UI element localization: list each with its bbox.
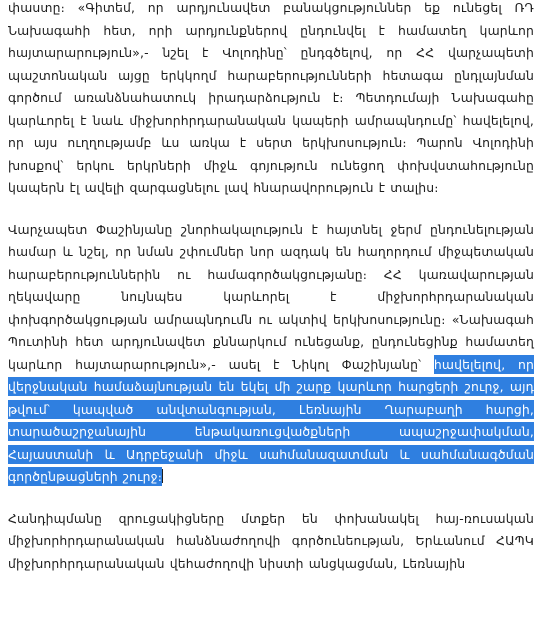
selected-text-highlight[interactable]: հավելելով, որ վերջնական համաձայնության են եկել մի շարք կարևոր հարցերի շուրջ, այդ թվում՝ կապված անվտանգության, Լեռնային Ղարաբաղի հարցի, տարածաշրջանային ենթակառուցվածքների ապաշրջափակման, Հայաստանի և Ադրբեջանի միջև սահմանազատման և սահմանագծման գործընթացների շուրջ։ (8, 356, 534, 484)
article-body (8, 0, 534, 575)
paragraph-3-text: Հանդիպմանը զրուցակիցները մտքեր են փոխանակել հայ-ռուսական միջխորհրդարանական հանձնաժողովի գործունեության, Երևանում ՀԱՊԿ միջխորհրդարանական վեհաժողովի նիստի անցկացման, Լեռնային (8, 510, 534, 571)
paragraph-2 (8, 219, 534, 489)
paragraph-3 (8, 508, 534, 576)
paragraph-1 (8, 0, 534, 200)
text-cursor (162, 469, 163, 483)
paragraph-1-text: փաստը։ «Գիտեմ, որ արդյունավետ բանակցություններ եք ունեցել ՌԴ Նախագահի հետ, որի արդյունքներով ընդունվել է համատեղ կարևոր հայտարարություն»,- նշել է Վոլոդինը՝ ընդգծելով, որ ՀՀ վարչապետի պաշտոնական այցը երկկողմ հարաբերությունների հետագա ընդլայնման գործում առանձնահատուկ իրադարձություն է։ Պետդումայի Նախագահը կարևորել է նաև միջխորհրդարանական կապերի ամրապնդումը՝ հավելելով, որ այս ուղղությամբ ևս առկա է սերտ երկխոսություն։ Պարոն Վոլոդինի խոսքով՝ երկու երկրների միջև գոյություն ունեցող փոխվստահությունը կապերն էլ ավելի զարգացնելու լավ հնարավորություն է տալիս։ (8, 0, 534, 195)
paragraph-2-text: Վարչապետ Փաշինյանը շնորհակալություն է հայտնել ջերմ ընդունելության համար և նշել, որ նման շփումներ նոր ազդակ են հաղորդում միջպետական հարաբերություններին ու համագործակցությանը։ ՀՀ կառավարության ղեկավարը նույնպես կարևորել է միջխորհրդարանական փոխգործակցության ամրապնդումն ու ակտիվ երկխոսությունը։ «Նախագահ Պուտինի հետ արդյունավետ քննարկում ունեցանք, ընդունեցինք համատեղ կարևոր հայտարարություն»,- ասել է Նիկոլ Փաշինյանը՝ (8, 221, 534, 372)
